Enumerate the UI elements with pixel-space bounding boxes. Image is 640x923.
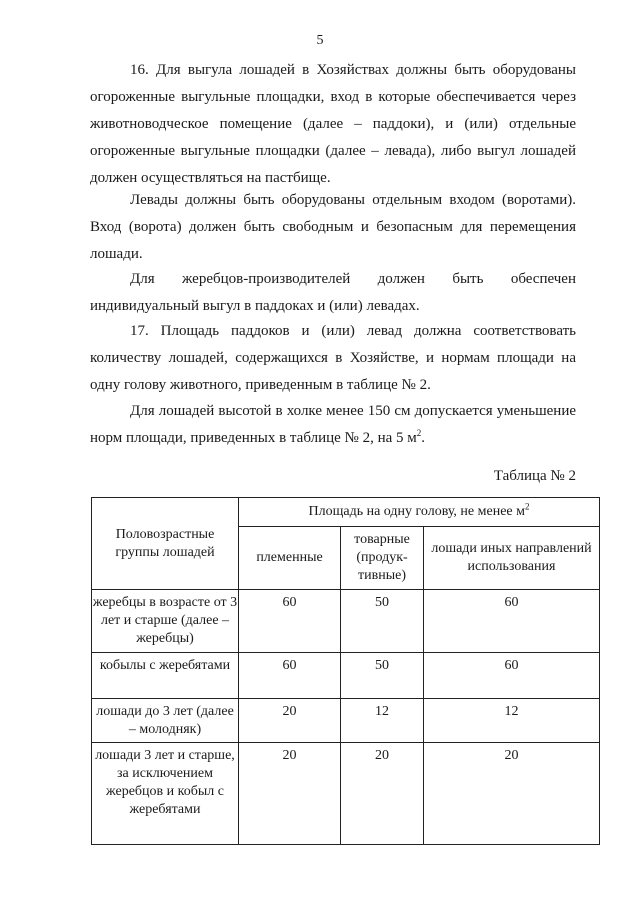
value-breeding: 60 (239, 590, 341, 653)
value-commercial: 12 (341, 699, 424, 743)
header-breeding: племенные (239, 527, 341, 590)
area-norms-table (91, 497, 600, 845)
header-age-groups: Половозрастные группы лошадей (92, 498, 239, 590)
row-group-label: лошади до 3 лет (далее – молодняк) (92, 699, 239, 743)
paragraph-17: 17. Площадь паддоков и (или) левад должна соответствовать количеству лошадей, содержащихся в Хозяйстве, и нормам площади на одну голову животного, приведенным в таблице № 2. (90, 323, 576, 393)
row-group-label: лошади 3 лет и старше, за исключением жеребцов и кобыл с жеребятами (92, 743, 239, 845)
paragraph-levady: Левады должны быть оборудованы отдельным входом (воротами). Вход (ворота) должен быть свободным и безопасным для перемещения лошади. (90, 192, 576, 262)
table-row (92, 743, 600, 845)
height-text: Для лошадей высотой в холке менее 150 см допускается уменьшение норм площади, приведенных в таблице № 2, на 5 м (90, 403, 576, 446)
paragraph-16: 16. Для выгула лошадей в Хозяйствах должны быть оборудованы огороженные выгульные площадки, вход в которые обеспечивается через животноводческое помещение (далее – паддоки), и (или) отдельные огороженные выгульные площадки (далее – левада), либо выгул лошадей должен осуществляться на пастбище. (90, 62, 576, 186)
header-area-superscript: 2 (525, 501, 530, 512)
table-caption: Таблица № 2 (493, 468, 576, 484)
value-other-uses: 60 (424, 590, 600, 653)
header-commercial: товарные (продук-тивные) (341, 527, 424, 590)
header-other-uses: лошади иных направлений использования (424, 527, 600, 590)
value-other-uses: 60 (424, 653, 600, 699)
paragraph-height (90, 398, 576, 452)
value-other-uses: 20 (424, 743, 600, 845)
value-commercial: 50 (341, 590, 424, 653)
value-breeding: 20 (239, 743, 341, 845)
table-row (92, 699, 600, 743)
paragraph-stallions: Для жеребцов-производителей должен быть обеспечен индивидуальный выгул в паддоках и (или) левадах. (90, 271, 576, 314)
table-row (92, 590, 600, 653)
height-suffix: . (421, 430, 426, 446)
value-commercial: 20 (341, 743, 424, 845)
row-group-label: кобылы с жеребятами (92, 653, 239, 699)
table-row (92, 653, 600, 699)
value-commercial: 50 (341, 653, 424, 699)
header-area-text: Площадь на одну голову, не менее м (308, 504, 525, 519)
height-superscript: 2 (416, 428, 422, 438)
value-breeding: 60 (239, 653, 341, 699)
header-area-per-head (239, 498, 600, 527)
value-other-uses: 12 (424, 699, 600, 743)
page-number: 5 (316, 33, 324, 48)
row-group-label: жеребцы в возрасте от 3 лет и старше (далее – жеребцы) (92, 590, 239, 653)
value-breeding: 20 (239, 699, 341, 743)
